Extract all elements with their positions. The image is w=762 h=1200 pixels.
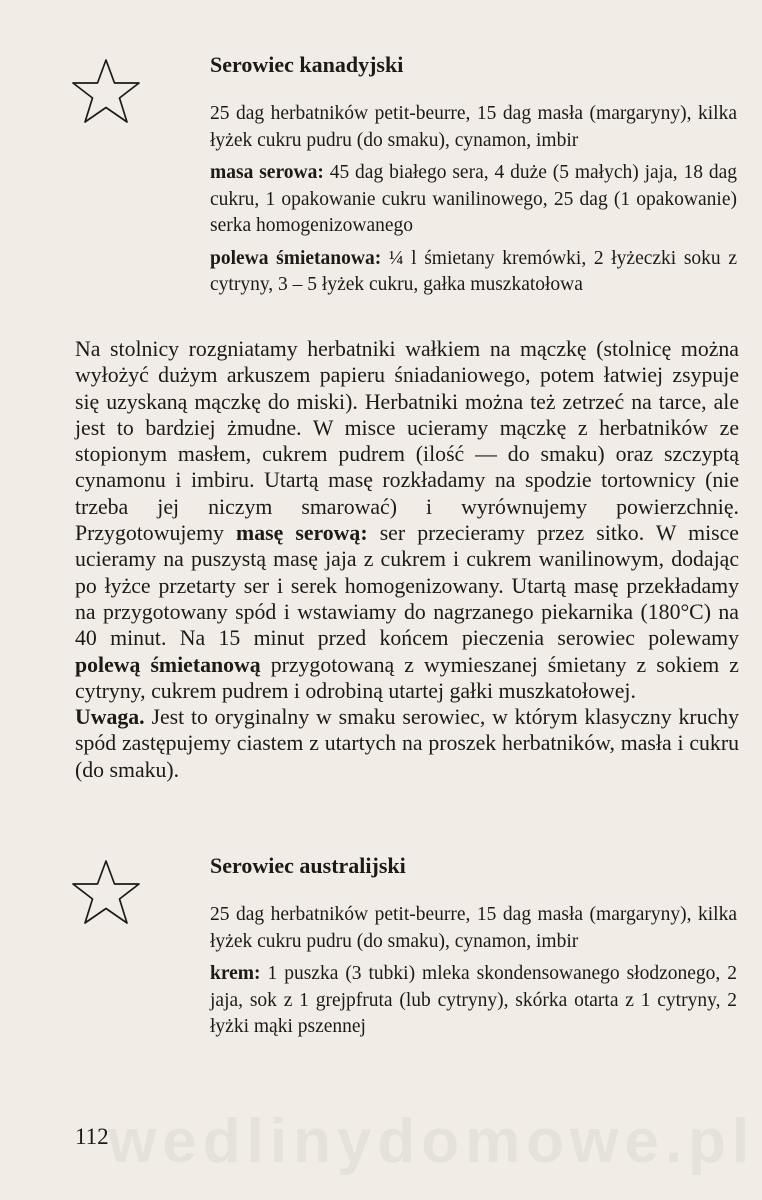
note-paragraph [75,704,739,783]
star-icon [70,56,142,128]
ingredient-group-text: 1 puszka (3 tubki) mleka skondensowanego słodzonego, 2 jaja, sok z 1 grejpfruta (lub cytryny), skórka otarta z 1 cytryny, 2 łyżki mąki pszennej [210,963,737,1037]
method-text: ser przecieramy przez sitko. W misce ucieramy na puszystą masę jaja z cukrem i cukrem wanilinowym, dodając po łyżce przetarty ser i serek homogenizowany. Utartą masę przekładamy na przygotowany spód i wstawiamy do nagrzanego piekarnika (180°C) na 40 minut. Na 15 minut przed końcem pieczenia serowiec polewamy [75,521,739,651]
ingredients-topping [210,246,737,299]
method-paragraph [75,336,739,704]
ingredient-group-label: polewa śmietanowa: [210,247,382,269]
method-text: przygotowaną z wymieszanej śmietany z sokiem z cytryny, cukrem pudrem i odrobiną utartej gałki muszkatołowej. [75,652,739,703]
watermark: wedlinydomowe.pl [108,1107,756,1176]
ingredients-base: 25 dag herbatników petit-beurre, 15 dag masła (margaryny), kilka łyżek cukru pudru (do smaku), cynamon, imbir [210,904,737,952]
star-icon [70,857,142,929]
ingredients-list [210,902,737,1041]
ingredients-cream [210,961,737,1041]
ingredients-base: 25 dag herbatników petit-beurre, 15 dag masła (margaryny), kilka łyżek cukru pudru (do smaku), cynamon, imbir [210,103,737,151]
recipe-title: Serowiec australijski [210,853,406,878]
recipe-method [75,336,739,783]
method-text: Na stolnicy rozgniatamy herbatniki wałkiem na mączkę (stolnicę można wyłożyć dużym arkuszem papieru śniadaniowego, potem łatwiej zsypuje się uzyskaną mączkę do miski). Herbatniki można też zetrzeć na tarce, ale jest to bardziej żmudne. W misce ucieramy mączkę z herbatników ze stopionym masłem, cukrem pudrem (ilość — do smaku) oraz szczyptą cynamonu i imbiru. Utartą masę rozkładamy na spodzie tortownicy (nie trzeba jej niczym smarować) i wyrównujemy powierzchnię. Przygotowujemy [75,337,739,546]
note-text: Jest to oryginalny w smaku serowiec, w którym klasyczny kruchy spód zastępujemy ciastem z utartych na proszek herbatników, masła i cukru (do smaku). [75,705,739,782]
ingredient-group-label: krem: [210,963,261,984]
ingredients-list [210,101,737,299]
ingredient-group-text: ¼ l śmietany kremówki, 2 łyżeczki soku z cytryny, 3 – 5 łyżek cukru, gałka muszkatołowa [210,247,737,295]
note-label: Uwaga. [75,705,145,730]
page-number: 112 [75,1124,109,1149]
method-emphasis: polewą śmietanową [75,652,261,677]
method-emphasis: masę serową: [236,521,368,546]
ingredients-cheese [210,160,737,240]
recipe-title: Serowiec kanadyjski [210,52,404,77]
ingredient-group-text: 45 dag białego sera, 4 duże (5 małych) jaja, 18 dag cukru, 1 opakowanie cukru wanilinowego, 25 dag (1 opakowanie) serka homogenizowanego [210,162,737,236]
ingredient-group-label: masa serowa: [210,162,324,183]
